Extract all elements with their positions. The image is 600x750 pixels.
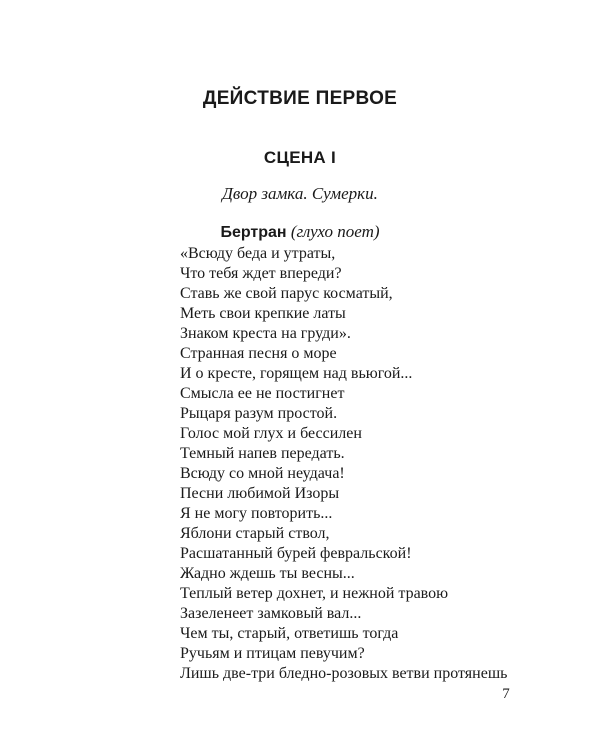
verse-line: Темный напев передать. — [180, 445, 345, 462]
verse-line: «Всюду беда и утраты, — [180, 245, 336, 262]
speaker-direction: (глухо поет) — [290, 222, 380, 241]
verse-line: Ставь же свой парус косматый, — [180, 285, 393, 302]
verse-line: И о кресте, горящем над вьюгой... — [180, 365, 413, 382]
verse-line: Ручьям и птицам певучим? — [180, 645, 365, 662]
page-number: 7 — [502, 686, 510, 702]
verse-line: Что тебя ждет впереди? — [180, 265, 342, 282]
verse-line: Всюду со мной неудача! — [180, 465, 345, 482]
stage-direction: Двор замка. Сумерки. — [222, 184, 378, 203]
verse-line: Жадно ждешь ты весны... — [180, 565, 355, 582]
verse-line: Чем ты, старый, ответишь тогда — [180, 625, 399, 642]
act-title: ДЕЙСТВИЕ ПЕРВОЕ — [202, 88, 398, 109]
verse-line: Голос мой глух и бессилен — [180, 425, 362, 442]
verse-line: Знаком креста на груди». — [180, 325, 351, 342]
verse-line: Яблони старый ствол, — [180, 525, 330, 542]
verse-line: Меть свои крепкие латы — [180, 305, 346, 322]
verse-line: Лишь две-три бледно-розовых ветви протянешь — [180, 665, 508, 682]
verse-line: Песни любимой Изоры — [180, 485, 340, 502]
verse-text — [180, 244, 580, 684]
verse-line: Расшатанный бурей февральской! — [180, 545, 412, 562]
scene-title: СЦЕНА I — [263, 148, 337, 167]
verse-line: Я не могу повторить... — [180, 505, 333, 522]
verse-line: Смысла ее не постигнет — [180, 385, 345, 402]
verse-line: Зазеленеет замковый вал... — [180, 605, 362, 622]
verse-line: Теплый ветер дохнет, и нежной травою — [180, 585, 449, 602]
speaker-line — [0, 222, 600, 242]
speaker-name: Бертран — [220, 224, 287, 241]
verse-line: Рыцаря разум простой. — [180, 405, 338, 422]
verse-line: Странная песня о море — [180, 345, 337, 362]
